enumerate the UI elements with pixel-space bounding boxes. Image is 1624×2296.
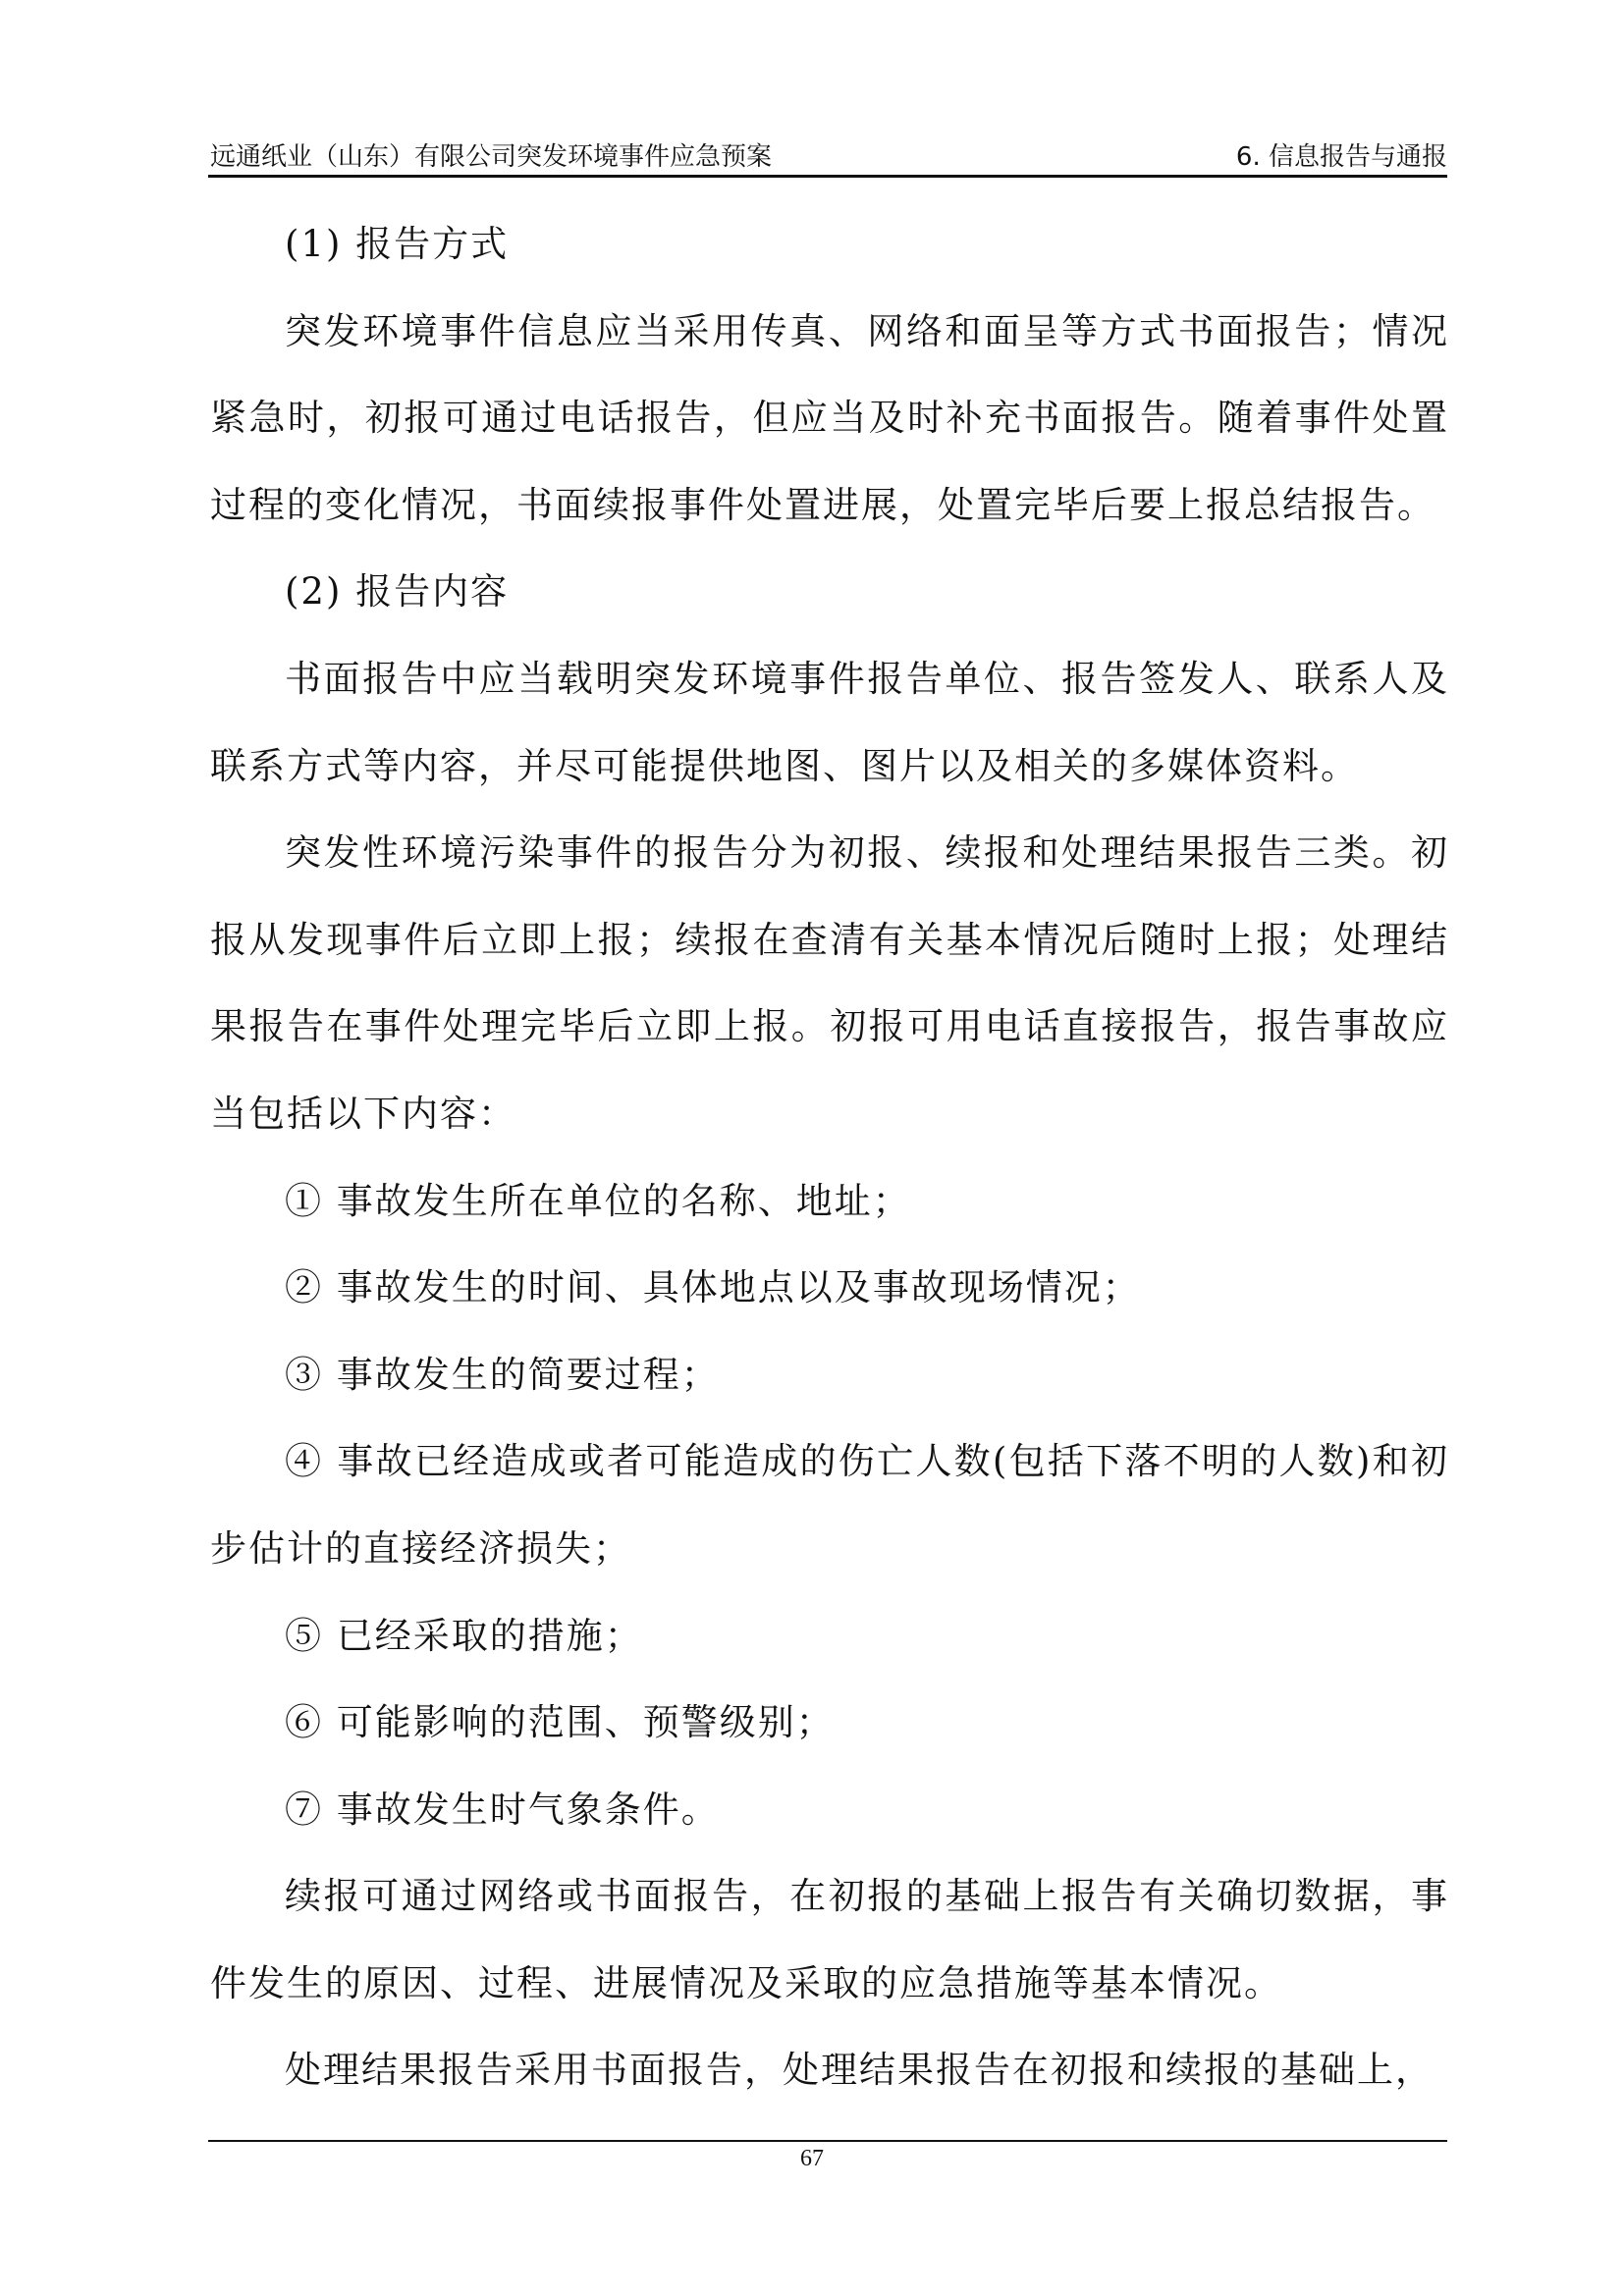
list-item: ③ 事故发生的简要过程； [285, 1353, 720, 1396]
paragraph-report-content: 书面报告中应当载明突发环境事件报告单位、报告签发人、联系人及联系方式等内容，并尽可能提供地图、图片以及相关的多媒体资料。 [210, 657, 1449, 787]
document-body [210, 201, 1449, 2114]
list-item: ④ 事故已经造成或者可能造成的伤亡人数(包括下落不明的人数)和初步估计的直接经济损失； [210, 1440, 1449, 1570]
page-header [210, 135, 1447, 173]
header-divider [208, 175, 1447, 178]
list-item: ⑥ 可能影响的范围、预警级别； [285, 1701, 835, 1744]
list-item: ⑤ 已经采取的措施； [285, 1614, 643, 1657]
paragraph-report-method: 突发环境事件信息应当采用传真、网络和面呈等方式书面报告；情况紧急时，初报可通过电话报告，但应当及时补充书面报告。随着事件处置过程的变化情况，书面续报事件处置进展，处置完毕后要上报总结报告。 [210, 309, 1449, 526]
footer-divider [208, 2140, 1447, 2142]
header-document-title: 远通纸业（山东）有限公司突发环境事件应急预案 [210, 142, 773, 172]
heading-report-content: (2) 报告内容 [285, 570, 510, 614]
header-section-title: 6. 信息报告与通报 [1235, 142, 1447, 172]
list-item: ② 事故发生的时间、具体地点以及事故现场情况； [285, 1266, 1141, 1309]
paragraph-result-report: 处理结果报告采用书面报告，处理结果报告在初报和续报的基础上， [285, 2049, 1434, 2092]
page-number: 67 [800, 2146, 824, 2171]
list-item: ① 事故发生所在单位的名称、地址； [285, 1179, 911, 1222]
paragraph-follow-up-report: 续报可通过网络或书面报告，在初报的基础上报告有关确切数据，事件发生的原因、过程、进展情况及采取的应急措施等基本情况。 [210, 1875, 1449, 2004]
heading-report-method: (1) 报告方式 [285, 223, 510, 265]
list-item: ⑦ 事故发生时气象条件。 [285, 1788, 720, 1831]
paragraph-report-types: 突发性环境污染事件的报告分为初报、续报和处理结果报告三类。初报从发现事件后立即上报；续报在查清有关基本情况后随时上报；处理结果报告在事件处理完毕后立即上报。初报可用电话直接报告，报告事故应当包括以下内容： [210, 831, 1449, 1135]
